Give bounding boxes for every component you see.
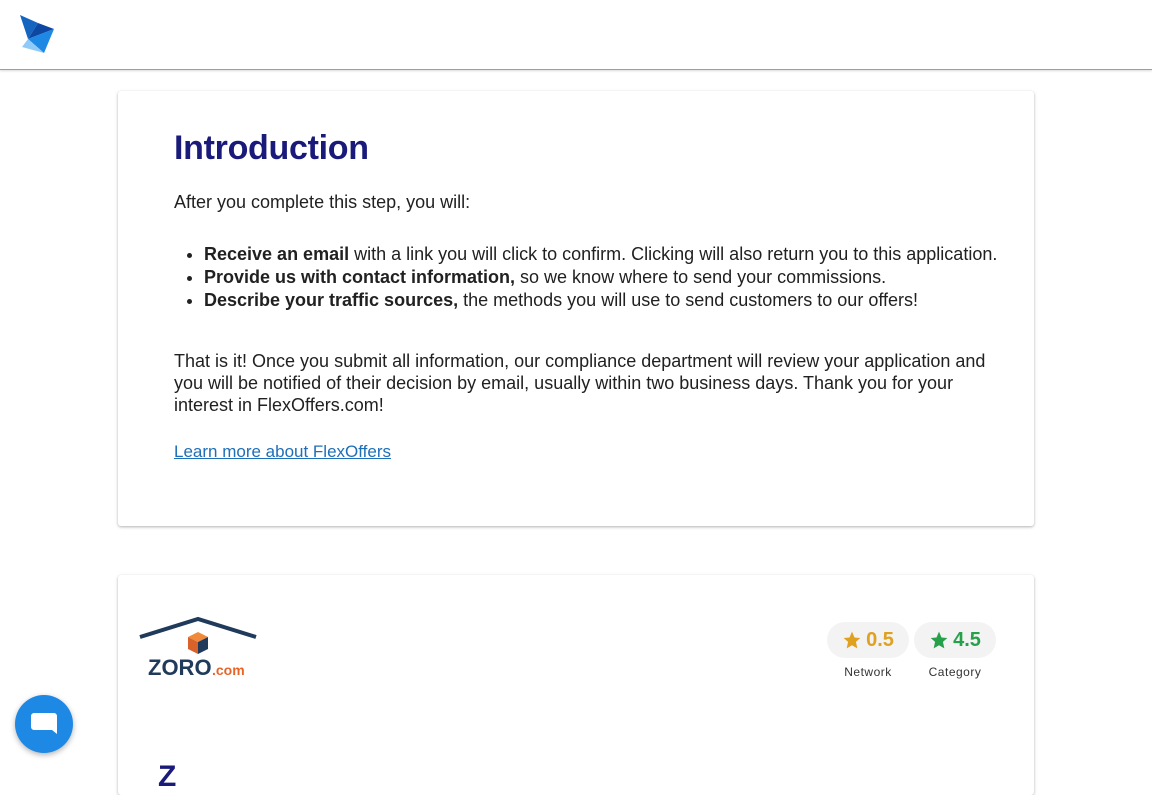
learn-more-link[interactable]: Learn more about FlexOffers: [174, 442, 392, 461]
star-icon: [842, 630, 862, 650]
intro-lead: After you complete this step, you will:: [174, 192, 471, 212]
rating-pill: [914, 622, 996, 658]
rating-pill: [827, 622, 909, 658]
flexoffers-logo-icon[interactable]: [18, 13, 56, 55]
network-rating: [827, 622, 909, 679]
list-item: • Provide us with contact information, so we know where to send your commissions.: [204, 266, 1004, 289]
star-icon: [929, 630, 949, 650]
intro-title: Introduction: [174, 129, 369, 167]
rating-value: 4.5: [953, 628, 981, 651]
zoro-logo[interactable]: [138, 615, 258, 681]
svg-text:ZORO: ZORO: [148, 655, 212, 680]
chat-button[interactable]: [15, 695, 73, 753]
offer-card: [118, 575, 1034, 795]
list-item: • Receive an email with a link you will click to confirm. Clicking will also return you to this application.: [204, 243, 1004, 266]
category-rating: [914, 622, 996, 679]
rating-caption: Network: [844, 665, 892, 679]
rating-value: 0.5: [866, 628, 894, 651]
top-bar: [0, 0, 1152, 70]
offer-title: Z: [158, 760, 177, 793]
intro-paragraph: That is it! Once you submit all information, our compliance department will review your application and you will be notified of their decision by email, usually within two business days. Thank you for your interest in FlexOffers.com!: [174, 351, 986, 415]
svg-text:.com: .com: [212, 662, 245, 678]
rating-caption: Category: [928, 665, 982, 679]
list-item: • Describe your traffic sources, the methods you will use to send customers to our offers!: [204, 289, 1004, 312]
intro-steps-list: [204, 243, 1004, 312]
chat-icon: [28, 708, 60, 740]
intro-card: [118, 91, 1034, 526]
